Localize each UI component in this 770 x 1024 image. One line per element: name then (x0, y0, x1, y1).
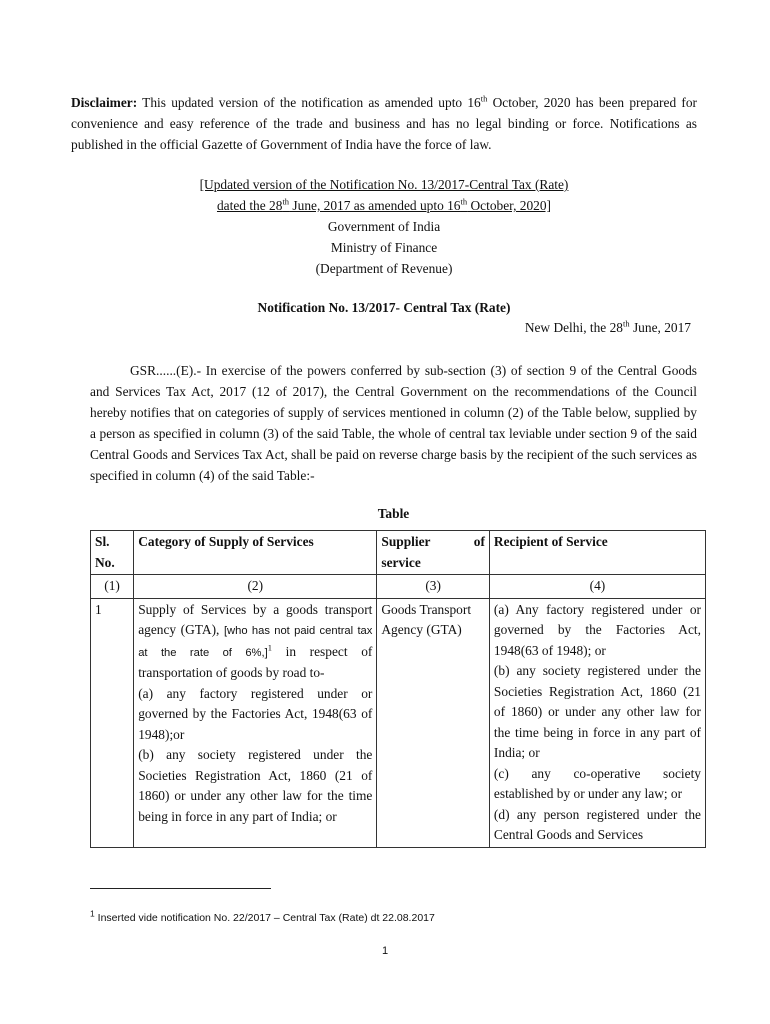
col-num-4: (4) (489, 575, 705, 599)
table-row (91, 598, 706, 847)
header-supplier: Supplier of service (377, 531, 490, 575)
government-line: Government of India (327, 219, 441, 234)
header-recipient: Recipient of Service (489, 531, 705, 575)
table-caption: Table (377, 506, 410, 521)
row1-rec-item-c: (c) any co-operative society established by or under any law; or (493, 765, 701, 801)
col-num-1: (1) (91, 575, 134, 599)
header-line-1: [Updated version of the Notification No. 13/2017-Central Tax (Rate) (199, 177, 569, 192)
row1-rec-item-b: (b) any society registered under the Societies Registration Act, 1860 (21 of 1860) or under any other law for the time being in force in any part of India; or (493, 663, 701, 760)
row1-recipient (489, 598, 705, 847)
col-num-3: (3) (377, 575, 490, 599)
header-line-2: dated the 28th June, 2017 as amended upto 16th October, 2020] (216, 196, 552, 213)
services-table (90, 530, 706, 848)
row1-supplier: Goods Transport Agency (GTA) (377, 598, 490, 847)
notification-date: New Delhi, the 28th June, 2017 (524, 318, 691, 335)
department-line: (Department of Revenue) (315, 261, 453, 276)
gsr-paragraph: GSR......(E).- In exercise of the powers conferred by sub-section (3) of section 9 of the Central Goods and Services Tax Act, 2017 (12 of 2017), the Central Government on the recommendations of the Council hereby notifies that on categories of supply of services mentioned in column (2) of the Table below, supplied by a person as specified in column (3) of the said Table, the whole of central tax leviable under section 9 of the said Central Goods and Services Tax Act, shall be paid on reverse charge basis by the recipient of the such services as specified in column (4) of the said Table:- (90, 363, 697, 483)
updated-version-header (71, 174, 697, 279)
footnote: $^1$ Inserted vide notification No. 22/2017 – Central Tax (Rate) dt 22.08.2017 (90, 908, 435, 924)
footnote-divider (90, 888, 271, 889)
row1-rec-item-a: (a) Any factory registered under or governed by the Factories Act, 1948(63 of 1948); or (493, 601, 701, 658)
disclaimer-text: This updated version of the notification as amended upto 16 (137, 95, 481, 110)
disclaimer-sup: th (480, 93, 488, 104)
header-sl-no: Sl. No. (91, 531, 134, 575)
ministry-line: Ministry of Finance (330, 240, 438, 255)
disclaimer-text-cont: October, 2020 has been prepared for convenience and easy reference of the trade and business and has no legal binding or force. Notifications as published in the official Gazette of Government of India have the force of law. (71, 95, 697, 152)
col-num-2: (2) (134, 575, 377, 599)
disclaimer-label: Disclaimer: (71, 95, 138, 110)
row1-sl: 1 (91, 598, 134, 847)
table-header-row (91, 531, 706, 575)
column-number-row (91, 575, 706, 599)
row1-cat-item-b: (b) any society registered under the Societies Registration Act, 1860 (21 of 1860) or under any other law for the time being in force in any part of India; or (138, 747, 373, 824)
row1-rec-item-d: (d) any person registered under the Central Goods and Services (493, 806, 701, 842)
notification-title: Notification No. 13/2017- Central Tax (Rate) (257, 300, 511, 315)
disclaimer-paragraph (71, 92, 697, 155)
header-category: Category of Supply of Services (134, 531, 377, 575)
page-number: 1 (381, 945, 389, 957)
row1-category: Supply of Services by a goods transport agency (GTA), [who has not paid central tax at the rate of 6%,]$^1$ in respect of transportation of goods by road to- (a) any factory registered under or governed by the Factories Act, 1948(63 of 1948);or (b) any society registered under the Societies Registration Act, 1860 (21 of 1860) or under any other law for the time being in force in any part of India; or (134, 598, 377, 847)
row1-cat-item-a: (a) any factory registered under or governed by the Factories Act, 1948(63 of 1948);or (138, 685, 373, 742)
